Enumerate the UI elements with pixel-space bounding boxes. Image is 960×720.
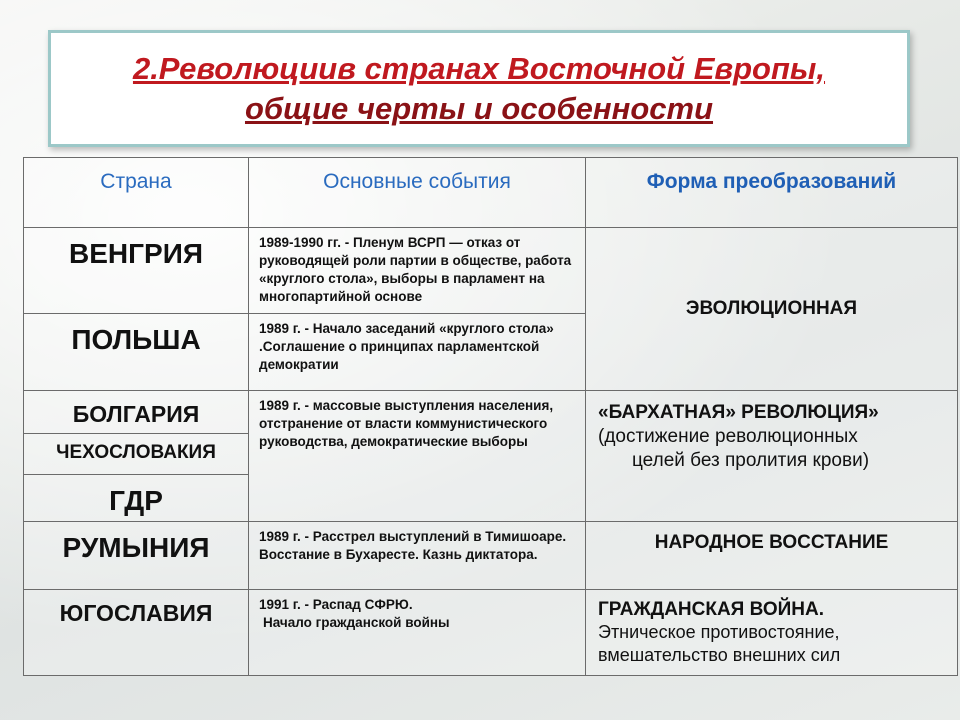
velvet-desc-2: целей без пролития крови) bbox=[632, 450, 870, 471]
country-gdr: ГДР bbox=[24, 475, 249, 522]
title-line-2: общие черты и особенности bbox=[244, 90, 714, 126]
events-yugoslavia-line-2: Начало гражданской войны bbox=[263, 615, 450, 630]
events-hungary: 1989-1990 гг. - Пленум ВСРП — отказ от руководящей роли партии в обществе, работа «круглого стола», выборы в парламент на многопартийной основе bbox=[249, 228, 586, 314]
form-velvet-revolution bbox=[586, 391, 958, 522]
country-yugoslavia: ЮГОСЛАВИЯ bbox=[24, 590, 249, 676]
revolutions-table bbox=[23, 157, 958, 676]
civil-desc-2: вмешательство внешних сил bbox=[598, 645, 841, 665]
country-poland: ПОЛЬША bbox=[24, 314, 249, 391]
table-row bbox=[24, 522, 958, 590]
civil-desc-1: Этническое противостояние, bbox=[598, 622, 840, 642]
title-box bbox=[48, 30, 910, 147]
form-evolutionary: ЭВОЛЮЦИОННАЯ bbox=[586, 228, 958, 391]
events-bulgaria-czech-gdr: 1989 г. - массовые выступления населения, отстранение от власти коммунистического руководства, демократические выборы bbox=[249, 391, 586, 522]
table-row bbox=[24, 590, 958, 676]
header-events: Основные события bbox=[249, 158, 586, 228]
table-row bbox=[24, 391, 958, 434]
title-line-1: 2.Революциив странах Восточной Европы, bbox=[132, 50, 826, 86]
table-header-row bbox=[24, 158, 958, 228]
country-czechoslovakia: ЧЕХОСЛОВАКИЯ bbox=[24, 434, 249, 475]
civil-war-title: ГРАЖДАНСКАЯ ВОЙНА. bbox=[598, 599, 825, 620]
country-bulgaria: БОЛГАРИЯ bbox=[24, 391, 249, 434]
velvet-desc-1: (достижение революционных bbox=[598, 426, 858, 447]
events-yugoslavia-line-1: 1991 г. - Распад СФРЮ. bbox=[259, 597, 413, 612]
header-country: Страна bbox=[24, 158, 249, 228]
velvet-title: «БАРХАТНАЯ» РЕВОЛЮЦИЯ» bbox=[598, 402, 879, 423]
form-popular-uprising: НАРОДНОЕ ВОССТАНИЕ bbox=[586, 522, 958, 590]
country-romania: РУМЫНИЯ bbox=[24, 522, 249, 590]
events-romania: 1989 г. - Расстрел выступлений в Тимишоаре. Восстание в Бухаресте. Казнь диктатора. bbox=[249, 522, 586, 590]
form-civil-war bbox=[586, 590, 958, 676]
table-row bbox=[24, 228, 958, 314]
header-form: Форма преобразований bbox=[586, 158, 958, 228]
events-yugoslavia bbox=[249, 590, 586, 676]
events-poland: 1989 г. - Начало заседаний «круглого стола» .Соглашение о принципах парламентской демократии bbox=[249, 314, 586, 391]
country-hungary: ВЕНГРИЯ bbox=[24, 228, 249, 314]
